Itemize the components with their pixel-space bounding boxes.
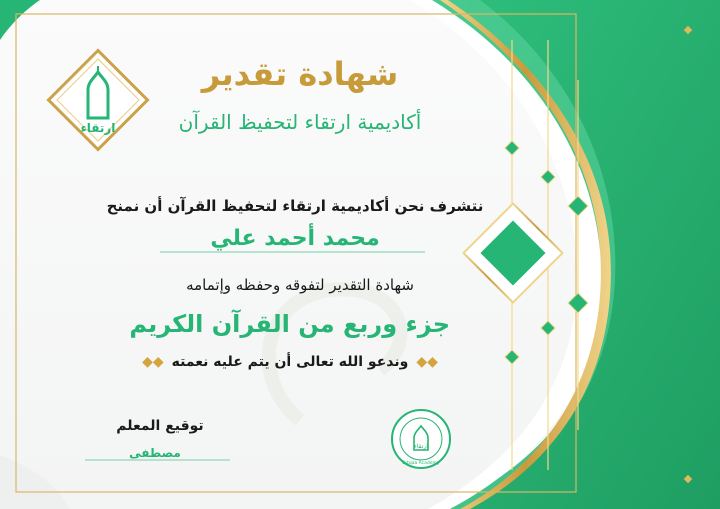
logo-text: ارتقاء bbox=[80, 121, 116, 135]
achievement: جزء وربع من القرآن الكريم bbox=[129, 310, 450, 338]
academy-logo bbox=[38, 40, 158, 160]
seal-ring-text: Ertqaa Academy bbox=[402, 461, 440, 466]
certificate-title: شهادة تقدير bbox=[201, 55, 399, 93]
blessing-row bbox=[120, 350, 460, 374]
signature-label: توقيع المعلم bbox=[116, 418, 204, 434]
corner-bottom-left bbox=[0, 455, 70, 509]
academy-seal bbox=[390, 408, 452, 470]
intro-line: نتشرف نحن أكاديمية ارتقاء لتحفيظ القرآن أن نمنح bbox=[106, 197, 484, 215]
corner-top-left bbox=[0, 0, 40, 40]
diamond-ornament-icon: ◆◆ bbox=[416, 354, 438, 370]
recipient-name: محمد أحمد علي bbox=[210, 226, 380, 251]
award-line: شهادة التقدير لتفوقه وحفظه وإتمامه bbox=[186, 276, 414, 294]
seal-text: ارتقاء bbox=[414, 443, 428, 450]
signature-name: مصطفى bbox=[129, 446, 181, 460]
academy-name: أكاديمية ارتقاء لتحفيظ القرآن bbox=[178, 110, 422, 134]
diamond-ornament-icon: ◆◆ bbox=[142, 354, 164, 370]
blessing-text: وندعو الله تعالى أن يتم عليه نعمته bbox=[171, 354, 409, 370]
